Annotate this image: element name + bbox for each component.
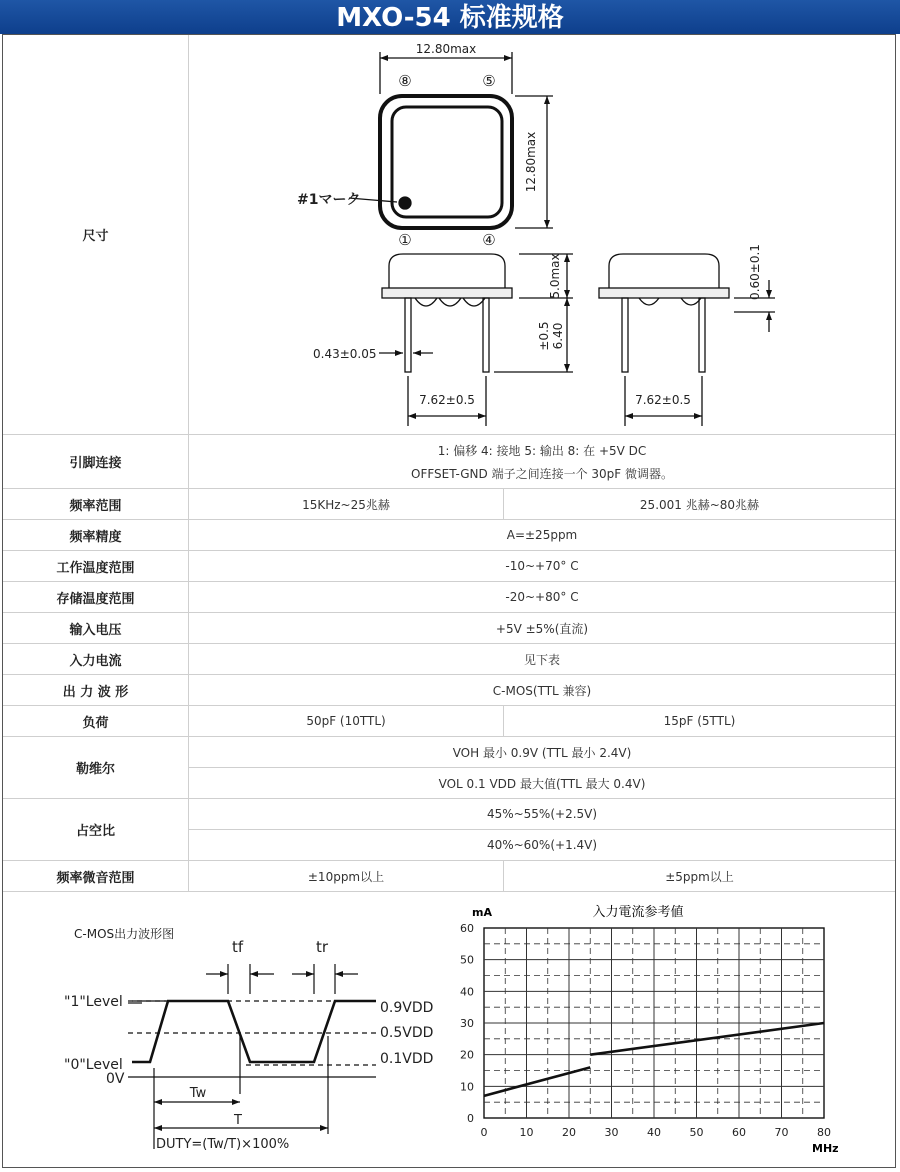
freq-left-value: 15KHz~25兆赫 — [189, 489, 504, 520]
dim-pitch-left: 7.62±0.5 — [419, 392, 475, 407]
v05-label: 0.5VDD — [380, 1025, 434, 1041]
chart-x-tick-label: 20 — [562, 1126, 576, 1139]
level-line-1: VOH 最小 0.9V (TTL 最小 2.4V) — [189, 737, 896, 768]
row-label-wave: 出 力 波 形 — [3, 675, 189, 706]
row-label-current: 入力电流 — [3, 644, 189, 675]
voltage-value: +5V ±5%(直流) — [189, 613, 896, 644]
zero-volt-label: 0V — [106, 1071, 125, 1087]
chart-x-tick-label: 80 — [817, 1126, 831, 1139]
row-label-level: 勒维尔 — [3, 737, 189, 799]
freq-right-value: 25.001 兆赫~80兆赫 — [504, 489, 896, 520]
row-label-trim: 频率微音范围 — [3, 861, 189, 892]
chart-title: 入力電流参考値 — [592, 905, 684, 920]
pins-line-2: OFFSET-GND 端子之间连接一个 30pF 微调器。 — [411, 466, 673, 481]
chart-y-tick-label: 0 — [467, 1112, 474, 1125]
dim-height-side: 12.80max — [524, 131, 538, 192]
dim-pitch-right: 7.62±0.5 — [635, 392, 691, 407]
trim-right-value: ±5ppm以上 — [504, 861, 896, 892]
load-right-value: 15pF (5TTL) — [504, 706, 896, 737]
row-label-freq: 频率范围 — [3, 489, 189, 520]
row-label-duty: 占空比 — [3, 799, 189, 861]
chart-y-tick-label: 20 — [460, 1048, 474, 1062]
trim-left-value: ±10ppm以上 — [189, 861, 504, 892]
duty-line-2: 40%~60%(+1.4V) — [189, 830, 896, 861]
chart-y-label: mA — [472, 906, 492, 919]
v09-label: 0.9VDD — [380, 1000, 434, 1016]
duty-line-1: 45%~55%(+2.5V) — [189, 799, 896, 830]
chart-x-tick-label: 0 — [480, 1126, 488, 1139]
pin-1-label: ① — [398, 230, 412, 249]
dim-pin-diameter: 0.43±0.05 — [313, 346, 377, 361]
v01-label: 0.1VDD — [380, 1051, 434, 1067]
t-label: T — [234, 1113, 242, 1128]
waveform-title: C-MOS出力波形图 — [74, 927, 175, 941]
dim-pin-length: 6.40 — [551, 322, 565, 349]
page-frame — [2, 34, 896, 1168]
wave-value: C-MOS(TTL 兼容) — [189, 675, 896, 706]
chart-x-tick-label: 50 — [689, 1126, 704, 1139]
st-temp-value: -20~+80° C — [189, 582, 896, 613]
pin-5-label: ⑤ — [482, 71, 496, 90]
current-value: 见下表 — [189, 644, 896, 675]
pins-line-1: 1: 偏移 4: 接地 5: 输出 8: 在 +5V DC — [437, 443, 647, 458]
row-label-load: 负荷 — [3, 706, 189, 737]
op-temp-value: -10~+70° C — [189, 551, 896, 582]
level-0-label: "0"Level — [64, 1057, 123, 1073]
chart-x-tick-label: 10 — [519, 1126, 534, 1139]
chart-x-tick-label: 40 — [647, 1126, 661, 1139]
row-label-st-temp: 存储温度范围 — [3, 582, 189, 613]
dim-body-height: 5.0max — [548, 252, 562, 299]
tw-label: Tw — [189, 1086, 207, 1101]
dim-width-top: 12.80max — [415, 41, 477, 56]
chart-x-label: MHz — [812, 1142, 839, 1155]
tf-label: tf — [232, 938, 244, 956]
chart-x-tick-label: 60 — [732, 1126, 746, 1139]
chart-y-tick-label: 40 — [460, 985, 474, 999]
row-label-dimension: 尺寸 — [3, 35, 189, 435]
row-label-op-temp: 工作温度范围 — [3, 551, 189, 582]
chart-y-tick-label: 60 — [460, 922, 474, 935]
chart-y-tick-label: 50 — [460, 953, 474, 967]
dim-pin-length-tol: ±0.5 — [537, 320, 551, 351]
page-title: MXO-54 标准规格 — [0, 0, 900, 34]
row-label-pins: 引脚连接 — [3, 435, 189, 489]
chart-y-tick-label: 30 — [460, 1017, 474, 1030]
chart-y-tick-label: 10 — [460, 1080, 474, 1094]
load-left-value: 50pF (10TTL) — [189, 706, 504, 737]
chart-x-tick-label: 30 — [604, 1126, 619, 1139]
level-1-label: "1"Level — [64, 994, 123, 1010]
duty-formula: DUTY=(Tw/T)×100% — [156, 1137, 290, 1152]
row-label-accuracy: 频率精度 — [3, 520, 189, 551]
chart-x-tick-label: 70 — [774, 1126, 789, 1139]
pin-4-label: ④ — [482, 230, 496, 249]
pin-8-label: ⑧ — [398, 71, 412, 90]
row-label-voltage: 输入电压 — [3, 613, 189, 644]
tr-label: tr — [316, 938, 329, 956]
accuracy-value: A=±25ppm — [189, 520, 896, 551]
pin1-mark-label: #1マーク — [297, 191, 361, 208]
level-line-2: VOL 0.1 VDD 最大值(TTL 最大 0.4V) — [189, 768, 896, 799]
dim-standoff: 0.60±0.1 — [748, 243, 762, 300]
